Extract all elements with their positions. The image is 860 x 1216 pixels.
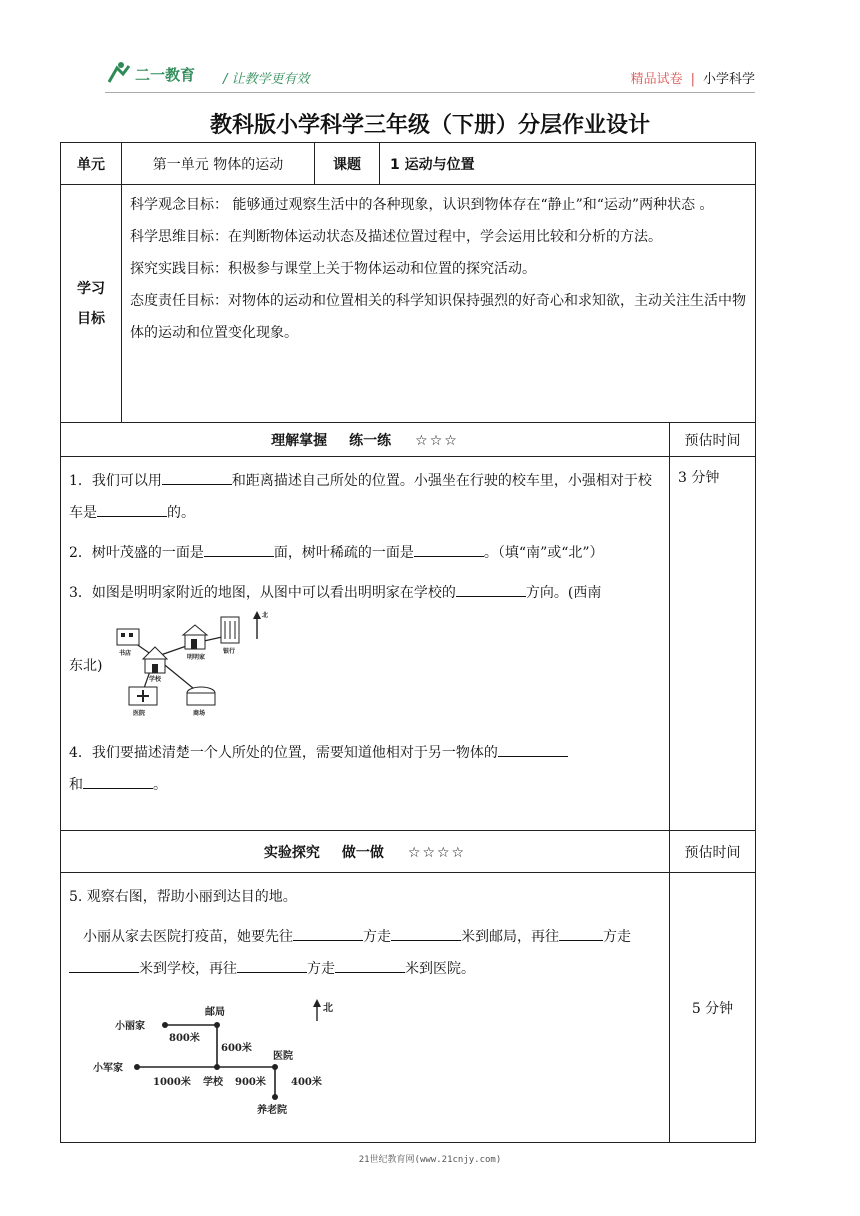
question-2 xyxy=(61,533,669,573)
section2-header-row xyxy=(61,831,756,873)
q3-text-b: 方向。(西南 xyxy=(525,585,602,601)
map-mall-label: 商场 xyxy=(193,710,206,717)
section2-sub: 做一做 xyxy=(341,844,384,861)
info-row xyxy=(61,143,756,185)
map-hospital-label: 医院 xyxy=(273,1051,293,1062)
header-right xyxy=(631,68,755,87)
map-north-label: 北 xyxy=(323,1003,333,1014)
section1-content-row xyxy=(61,457,756,831)
logo-text: 二一教育 xyxy=(135,66,196,84)
header-subject: 小学科学 xyxy=(702,72,755,87)
section1-sub: 练一练 xyxy=(349,432,392,449)
blank[interactable] xyxy=(69,954,139,973)
q4-text-b: 和 xyxy=(69,777,83,793)
section2-time: 5 分钟 xyxy=(670,873,756,1143)
goal-item: 探究实践目标：积极参与课堂上关于物体运动和位置的探究活动。 xyxy=(130,261,536,277)
section1-time: 3 分钟 xyxy=(670,457,756,831)
goals-label-line1: 学习 xyxy=(77,280,105,297)
blank[interactable] xyxy=(83,770,153,789)
goal-item: 科学观念目标： 能够通过观察生活中的各种现象，认识到物体存在“静止”和“运动”两种状态 。 xyxy=(130,197,714,213)
question-1 xyxy=(61,461,669,533)
worksheet-table xyxy=(60,142,756,1143)
map-400m-label: 400米 xyxy=(291,1077,322,1088)
page-title: 教科版小学科学三年级（下册）分层作业设计 xyxy=(209,113,650,138)
goals-row xyxy=(61,185,756,423)
q4-text-a: 4．我们要描述清楚一个人所处的位置，需要知道他相对于另一物体的 xyxy=(69,745,498,761)
q2-text-c: 。（填“南”或“北”） xyxy=(483,545,604,561)
blank[interactable] xyxy=(162,466,232,485)
section2-content-row xyxy=(61,873,756,1143)
q3-options-end: 东北) xyxy=(69,658,103,674)
section1-title: 理解掌握 xyxy=(271,432,328,449)
map-800m-label: 800米 xyxy=(169,1033,200,1044)
blank[interactable] xyxy=(391,922,461,941)
q1-text-c: 的。 xyxy=(167,505,195,521)
section1-time-label: 预估时间 xyxy=(670,423,756,457)
blank[interactable] xyxy=(293,922,363,941)
neighborhood-map xyxy=(107,609,307,731)
section2-stars: ☆☆☆☆ xyxy=(407,844,467,861)
header-separator: | xyxy=(690,72,695,87)
section1-stars: ☆☆☆ xyxy=(415,432,459,449)
blank[interactable] xyxy=(498,738,568,757)
page-footer: 21世纪教育网(www.21cnjy.com) xyxy=(358,1155,502,1165)
bank-icon xyxy=(221,617,239,643)
q1-text-a: 1．我们可以用 xyxy=(69,473,162,489)
section2-heading xyxy=(61,831,670,873)
question-5-title: 5. 观察右图，帮助小丽到达目的地。 xyxy=(69,889,297,905)
goal-item: 态度责任目标：对物体的运动和位置相关的科学知识保持强烈的好奇心和求知欲，主动关注生活中物体的运动和位置变化现象。 xyxy=(130,293,746,341)
q5-text-b: 方走 xyxy=(363,929,391,945)
map-elder-label: 养老院 xyxy=(257,1105,287,1115)
slogan: / 让教学更有效 xyxy=(223,72,310,87)
map-bookstore-label: 书店 xyxy=(119,650,132,657)
map-post-label: 邮局 xyxy=(205,1007,225,1018)
q1-text-b: 和距离描述自己所处的位置。小强坐在行驶的校车里，小强相对于校车是 xyxy=(69,473,652,521)
q5-text-a: 小丽从家去医院打疫苗，她要先往 xyxy=(83,929,293,945)
section2-questions xyxy=(61,873,670,1143)
blank[interactable] xyxy=(414,538,484,557)
map-xiaojun-label: 小军家 xyxy=(93,1063,123,1074)
question-3 xyxy=(61,573,669,609)
section1-questions xyxy=(61,457,670,831)
header-tag: 精品试卷 xyxy=(630,72,683,87)
q2-text-b: 面，树叶稀疏的一面是 xyxy=(273,545,414,561)
blank[interactable] xyxy=(97,498,167,517)
lesson-value: 1 运动与位置 xyxy=(380,143,756,185)
bookstore-icon xyxy=(117,629,139,645)
mingming-home-icon xyxy=(183,625,207,649)
map-north-label: 北 xyxy=(262,612,269,619)
section1-heading xyxy=(61,423,670,457)
q2-text-a: 2．树叶茂盛的一面是 xyxy=(69,545,204,561)
q5-text-d: 方走 xyxy=(603,929,631,945)
goals-label-line2: 目标 xyxy=(77,310,105,327)
question-4 xyxy=(61,733,669,805)
logo-icon xyxy=(105,60,215,88)
question-5-body xyxy=(61,917,669,989)
blank[interactable] xyxy=(335,954,405,973)
lesson-label: 课题 xyxy=(315,143,380,185)
north-arrow-icon xyxy=(253,611,261,639)
map-bank-label: 银行 xyxy=(223,648,236,655)
map-mingming-label: 明明家 xyxy=(187,654,206,661)
blank[interactable] xyxy=(204,538,274,557)
section2-time-label: 预估时间 xyxy=(670,831,756,873)
section1-header-row xyxy=(61,423,756,457)
mall-icon xyxy=(187,687,215,705)
map-xiaoli-label: 小丽家 xyxy=(115,1021,145,1032)
section2-title: 实验探究 xyxy=(263,844,320,861)
q5-text-c: 米到邮局，再往 xyxy=(461,929,559,945)
unit-value: 第一单元 物体的运动 xyxy=(122,143,315,185)
q5-text-e: 米到学校，再往 xyxy=(139,961,237,977)
map-600m-label: 600米 xyxy=(221,1043,252,1054)
map-1000m-label: 1000米 xyxy=(153,1077,191,1088)
header-divider xyxy=(105,92,755,93)
goals-label xyxy=(61,185,122,423)
q5-text-g: 米到医院。 xyxy=(405,961,475,977)
q5-text-f: 方走 xyxy=(307,961,335,977)
q4-text-c: 。 xyxy=(153,777,167,793)
goals-content xyxy=(122,185,756,423)
goal-item: 科学思维目标：在判断物体运动状态及描述位置过程中，学会运用比较和分析的方法。 xyxy=(130,229,662,245)
hospital-icon xyxy=(129,687,157,705)
q3-text-a: 3．如图是明明家附近的地图，从图中可以看出明明家在学校的 xyxy=(69,585,456,601)
map-hospital-label: 医院 xyxy=(133,710,146,717)
blank[interactable] xyxy=(237,954,307,973)
unit-label: 单元 xyxy=(61,143,122,185)
north-arrow-icon xyxy=(313,999,321,1021)
route-map xyxy=(89,999,349,1115)
blank[interactable] xyxy=(456,578,526,597)
map-900m-label: 900米 xyxy=(235,1077,266,1088)
blank[interactable] xyxy=(559,922,603,941)
map-school-label: 学校 xyxy=(149,676,162,683)
q3-map-area xyxy=(61,609,669,733)
page-header xyxy=(105,58,755,92)
map-school-label: 学校 xyxy=(203,1077,223,1088)
